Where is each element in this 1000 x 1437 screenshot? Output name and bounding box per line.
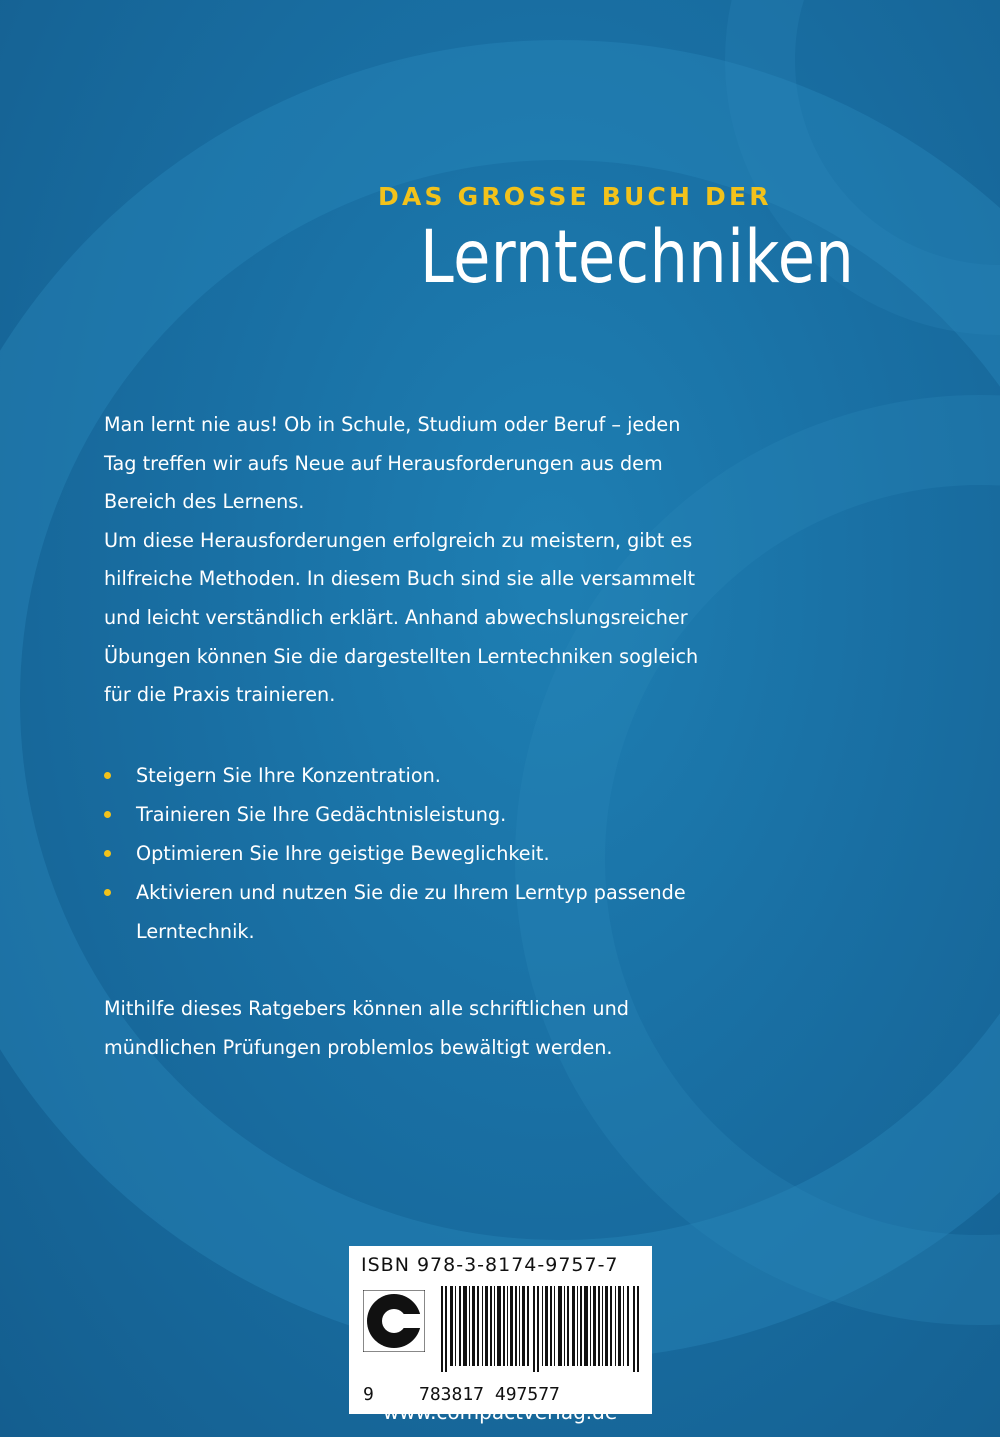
list-item: [104, 834, 824, 873]
benefit-text: Aktivieren und nutzen Sie die zu Ihrem Lerntyp passende Lerntechnik.: [136, 881, 686, 943]
list-item: [104, 873, 824, 951]
publisher-website: www.compactverlag.de: [382, 1400, 618, 1424]
list-item: [104, 795, 824, 834]
benefit-text: Trainieren Sie Ihre Gedächtnisleistung.: [136, 803, 507, 826]
description-block: [104, 406, 824, 715]
isbn-number: ISBN 978-3-8174-9757-7: [361, 1254, 619, 1276]
ean13-barcode-icon: [441, 1286, 641, 1372]
benefit-text: Steigern Sie Ihre Konzentration.: [136, 764, 441, 787]
closing-block: [104, 990, 824, 1067]
closing-paragraph: Mithilfe dieses Ratgebers können alle schriftlichen und mündlichen Prüfungen problemlos bewältigt werden.: [104, 997, 629, 1059]
benefit-text: Optimieren Sie Ihre geistige Beweglichkeit.: [136, 842, 550, 865]
barcode-lead-digit: 9: [363, 1384, 374, 1405]
bullet-dot-icon: [104, 850, 111, 857]
title-kicker: DAS GROSSE BUCH DER: [378, 182, 772, 211]
book-title: Lerntechniken: [420, 215, 855, 300]
description-paragraph: Man lernt nie aus! Ob in Schule, Studium oder Beruf – jeden Tag treffen wir aufs Neue auf Herausforderungen aus dem Bereich des Lernens. Um diese Herausforderungen erfolgreich zu meistern, gibt es hilfreiche Methoden. In diesem Buch sind sie alle versammelt und leicht verständlich erklärt. Anhand abwechslungsreicher Übungen können Sie die dargestellten Lerntechniken sogleich für die Praxis trainieren.: [104, 413, 699, 707]
list-item: [104, 756, 824, 795]
bullet-dot-icon: [104, 889, 111, 896]
compact-c-logo-icon: [363, 1290, 425, 1352]
bullet-dot-icon: [104, 772, 111, 779]
isbn-barcode-label: [349, 1246, 652, 1414]
bullet-dot-icon: [104, 811, 111, 818]
barcode-digits: 783817 497577: [419, 1384, 560, 1405]
benefit-list: [104, 756, 824, 951]
